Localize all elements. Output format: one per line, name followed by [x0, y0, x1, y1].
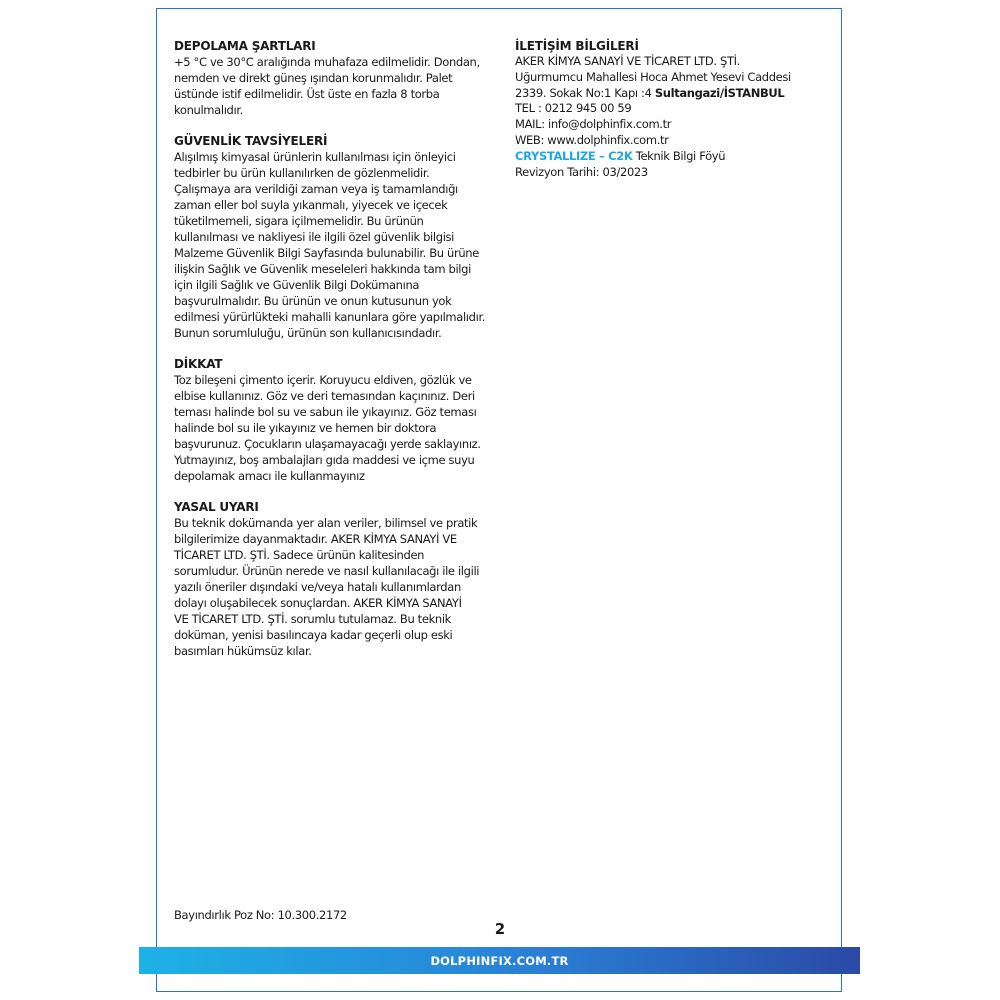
body-line: teması halinde bol su ve sabun ile yıkayınız. Göz teması: [174, 405, 477, 419]
contact-title: İLETİŞİM BİLGİLERİ: [515, 39, 639, 53]
phone-number: TEL : 0212 945 00 59: [515, 101, 632, 116]
address-line: [515, 86, 815, 102]
body-line: halinde bol su ile yıkayınız ve hemen bir doktora: [174, 421, 437, 435]
section-body: [174, 515, 496, 659]
body-line: Çalışmaya ara verildiği zaman veya iş tamamlandığı: [174, 182, 458, 196]
body-line: basımları hükümsüz kılar.: [174, 644, 312, 658]
company-name: AKER KİMYA SANAYİ VE TİCARET LTD. ŞTİ.: [515, 54, 740, 68]
section-body: [174, 54, 496, 118]
body-line: Bunun sorumluluğu, ürünün son kullanıcısındadır.: [174, 326, 442, 340]
email-address: MAIL: info@dolphinfix.com.tr: [515, 117, 672, 132]
body-line: Toz bileşeni çimento içerir. Koruyucu eldiven, gözlük ve: [174, 373, 472, 387]
contact-column: [515, 38, 815, 180]
address-street: 2339. Sokak No:1 Kapı :4: [515, 85, 655, 100]
body-line: TİCARET LTD. ŞTİ. Sadece ürünün kalitesinden: [174, 548, 425, 562]
left-column: [174, 38, 496, 674]
section-title: DEPOLAMA ŞARTLARI: [174, 39, 316, 53]
body-line: Malzeme Güvenlik Bilgi Sayfasında bulunabilir. Bu ürüne: [174, 246, 479, 260]
body-line: bilgilerimize dayanmaktadır. AKER KİMYA SANAYİ VE: [174, 532, 457, 546]
body-line: tüketilmemeli, sigara içilmemelidir. Bu ürünün: [174, 214, 424, 228]
website-link[interactable]: WEB: www.dolphinfix.com.tr: [515, 132, 669, 147]
section-safety: [174, 133, 496, 341]
body-line: depolamak amacı ile kullanmayınız: [174, 469, 365, 483]
body-line: konulmalıdır.: [174, 103, 243, 117]
body-line: üstünde istif edilmelidir. Üst üste en fazla 8 torba: [174, 87, 440, 101]
address-district: Sultangazi/: [654, 85, 724, 100]
product-name: CRYSTALLIZE – C2K: [515, 148, 633, 163]
address-city: İSTANBUL: [723, 85, 785, 100]
body-line: başvurunuz. Çocukların ulaşamayacağı yerde saklayınız.: [174, 437, 481, 451]
body-line: tedbirler bu ürün kullanılırken de gözlenmelidir.: [174, 166, 430, 180]
body-line: kullanılması ve nakliyesi ile ilgili özel güvenlik bilgisi: [174, 230, 455, 244]
ministry-code: Bayındırlık Poz No: 10.300.2172: [174, 908, 347, 922]
body-line: başvurulmalıdır. Bu ürünün ve onun kutusunun yok: [174, 294, 452, 308]
body-line: nemden ve direkt güneş ışından korunmalıdır. Palet: [174, 71, 453, 85]
body-line: zaman eller bol suyla yıkanmalı, yiyecek ve içecek: [174, 198, 448, 212]
body-line: dolayı oluşabilecek sonuçlardan. AKER KİMYA SANAYİ: [174, 596, 462, 610]
section-body: [174, 149, 496, 341]
section-title: DİKKAT: [174, 357, 223, 371]
revision-date: Revizyon Tarihi: 03/2023: [515, 164, 648, 179]
section-body: [174, 372, 496, 484]
body-line: edilmesi yürürlükteki mahalli kanunlara göre yapılmalıdır.: [174, 310, 486, 324]
body-line: için ilgili Sağlık ve Güvenlik Bilgi Dokümanına: [174, 278, 420, 292]
body-line: ilişkin Sağlık ve Güvenlik meseleleri hakkında tam bilgi: [174, 262, 471, 276]
body-line: Yutmayınız, boş ambalajları gıda maddesi ve içme suyu: [174, 453, 475, 467]
page-number: 2: [494, 920, 506, 938]
document-type: Teknik Bilgi Föyü: [632, 148, 726, 163]
section-caution: [174, 356, 496, 484]
address-line: Uğurmumcu Mahallesi Hoca Ahmet Yesevi Caddesi: [515, 69, 791, 84]
product-title: [515, 149, 815, 165]
section-legal: [174, 499, 496, 659]
body-line: yazılı öneriler dışındaki ve/veya hatalı kullanımlardan: [174, 580, 461, 594]
body-line: +5 °C ve 30°C aralığında muhafaza edilmelidir. Dondan,: [174, 55, 480, 69]
body-line: Bu teknik dokümanda yer alan veriler, bilimsel ve pratik: [174, 516, 478, 530]
body-line: doküman, yenisi basılıncaya kadar geçerli olup eski: [174, 628, 453, 642]
body-line: VE TİCARET LTD. ŞTİ. sorumlu tutulamaz. Bu teknik: [174, 612, 451, 626]
footer-website[interactable]: DOLPHINFIX.COM.TR: [430, 953, 569, 968]
body-line: Alışılmış kimyasal ürünlerin kullanılması için önleyici: [174, 150, 456, 164]
footer-band: [139, 947, 860, 974]
body-line: elbise kullanınız. Göz ve deri temasından kaçınınız. Deri: [174, 389, 475, 403]
section-storage: [174, 38, 496, 118]
section-title: GÜVENLİK TAVSİYELERİ: [174, 134, 328, 148]
body-line: sorumludur. Ürünün nerede ve nasıl kullanılacağı ile ilgili: [174, 564, 480, 578]
section-title: YASAL UYARI: [174, 500, 259, 514]
